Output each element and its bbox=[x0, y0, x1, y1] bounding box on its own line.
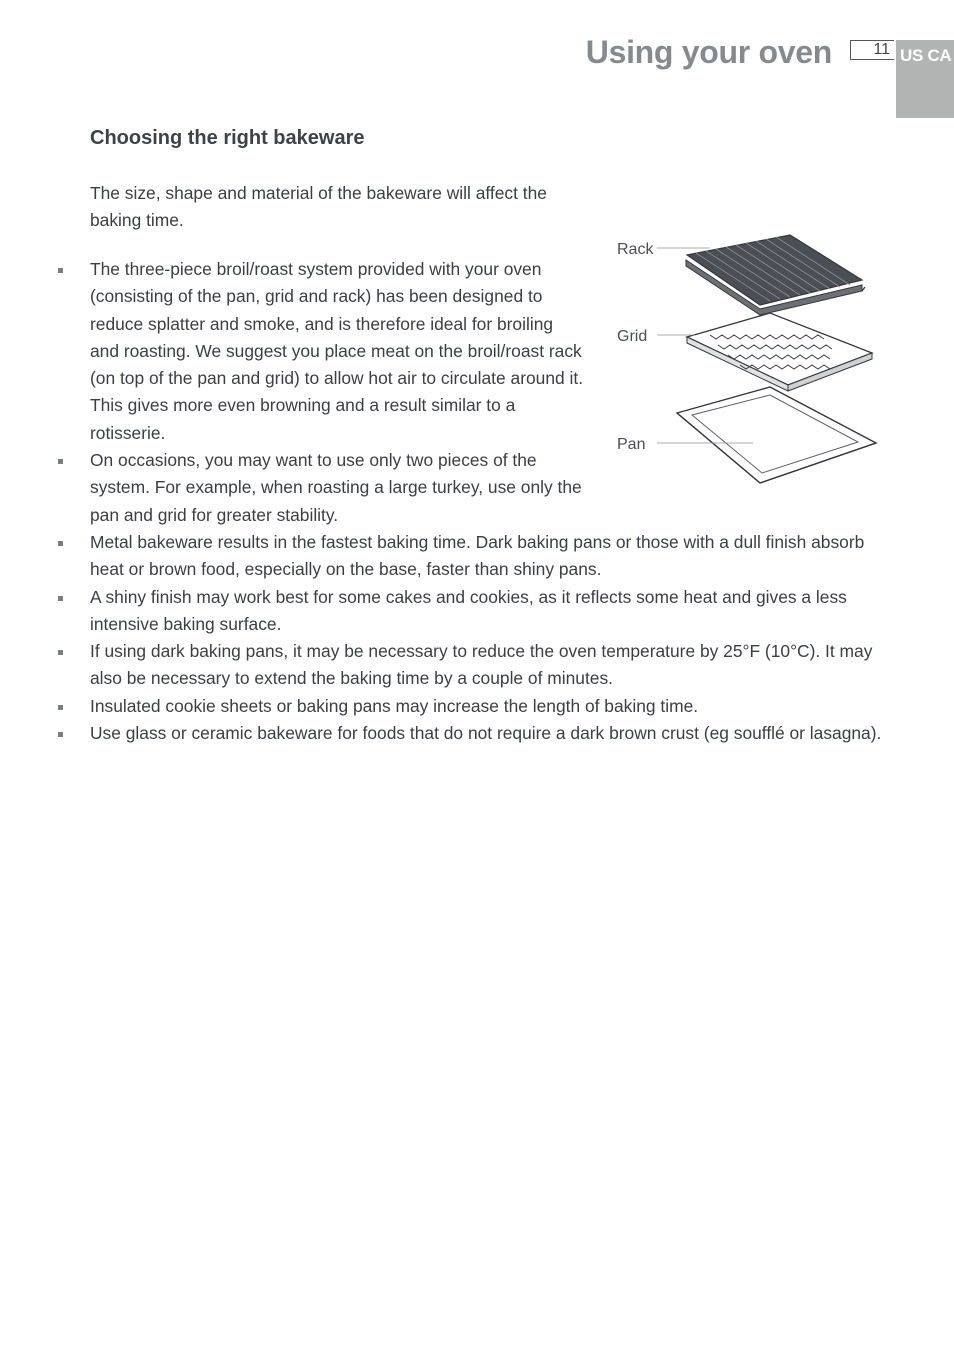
grid-label: Grid bbox=[617, 328, 648, 345]
broil-roast-system-illustration bbox=[600, 225, 900, 505]
rack-illustration bbox=[686, 235, 865, 325]
bullet-icon bbox=[58, 268, 63, 273]
list-item bbox=[0, 256, 585, 447]
grid-illustration bbox=[687, 313, 872, 391]
list-item bbox=[0, 584, 900, 639]
region-label: US CA bbox=[900, 46, 952, 65]
list-item bbox=[0, 529, 900, 584]
list-item-text: Metal bakeware results in the fastest baking time. Dark baking pans or those with a dull finish absorb heat or brown food, especially on the base, faster than shiny pans. bbox=[90, 531, 865, 580]
list-item-text: A shiny finish may work best for some cakes and cookies, as it reflects some heat and gives a less intensive baking surface. bbox=[90, 586, 847, 634]
pan-illustration bbox=[677, 387, 876, 483]
bullet-icon bbox=[58, 459, 63, 464]
pan-label: Pan bbox=[617, 436, 646, 453]
section-heading: Choosing the right bakeware bbox=[90, 127, 365, 149]
list-item-text: Insulated cookie sheets or baking pans may increase the length of baking time. bbox=[90, 695, 699, 716]
bullet-icon bbox=[58, 732, 63, 737]
rack-label: Rack bbox=[617, 241, 654, 258]
list-item bbox=[0, 693, 900, 720]
list-item-text: On occasions, you may want to use only two pieces of the system. For example, when roasting a large turkey, use only the pan and grid for greater stability. bbox=[90, 450, 582, 525]
page-number: 11 bbox=[850, 40, 894, 60]
list-item bbox=[0, 720, 900, 747]
bullet-icon bbox=[58, 541, 63, 546]
page-title: Using your oven bbox=[585, 34, 832, 70]
list-item-text: Use glass or ceramic bakeware for foods that do not require a dark brown crust (eg soufflé or lasagna). bbox=[90, 723, 882, 744]
intro-paragraph: The size, shape and material of the bakeware will affect the baking time. bbox=[90, 183, 547, 230]
bullet-icon bbox=[58, 650, 63, 655]
list-item bbox=[0, 447, 585, 529]
list-item-text: The three-piece broil/roast system provided with your oven (consisting of the pan, grid and rack) has been designed to reduce splatter and smoke, and is therefore ideal for broiling and roasting. We suggest you place meat on the broil/roast rack (on top of the pan and grid) to allow hot air to circulate around it. This gives more even browning and a result similar to a rotisserie. bbox=[90, 259, 584, 443]
bullet-icon bbox=[58, 705, 63, 710]
region-tab bbox=[896, 40, 954, 118]
list-item-text: If using dark baking pans, it may be necessary to reduce the oven temperature by 25°F (10°C). It may also be necessary to extend the baking time by a couple of minutes. bbox=[90, 641, 873, 689]
list-item bbox=[0, 638, 900, 693]
bullet-icon bbox=[58, 596, 63, 601]
